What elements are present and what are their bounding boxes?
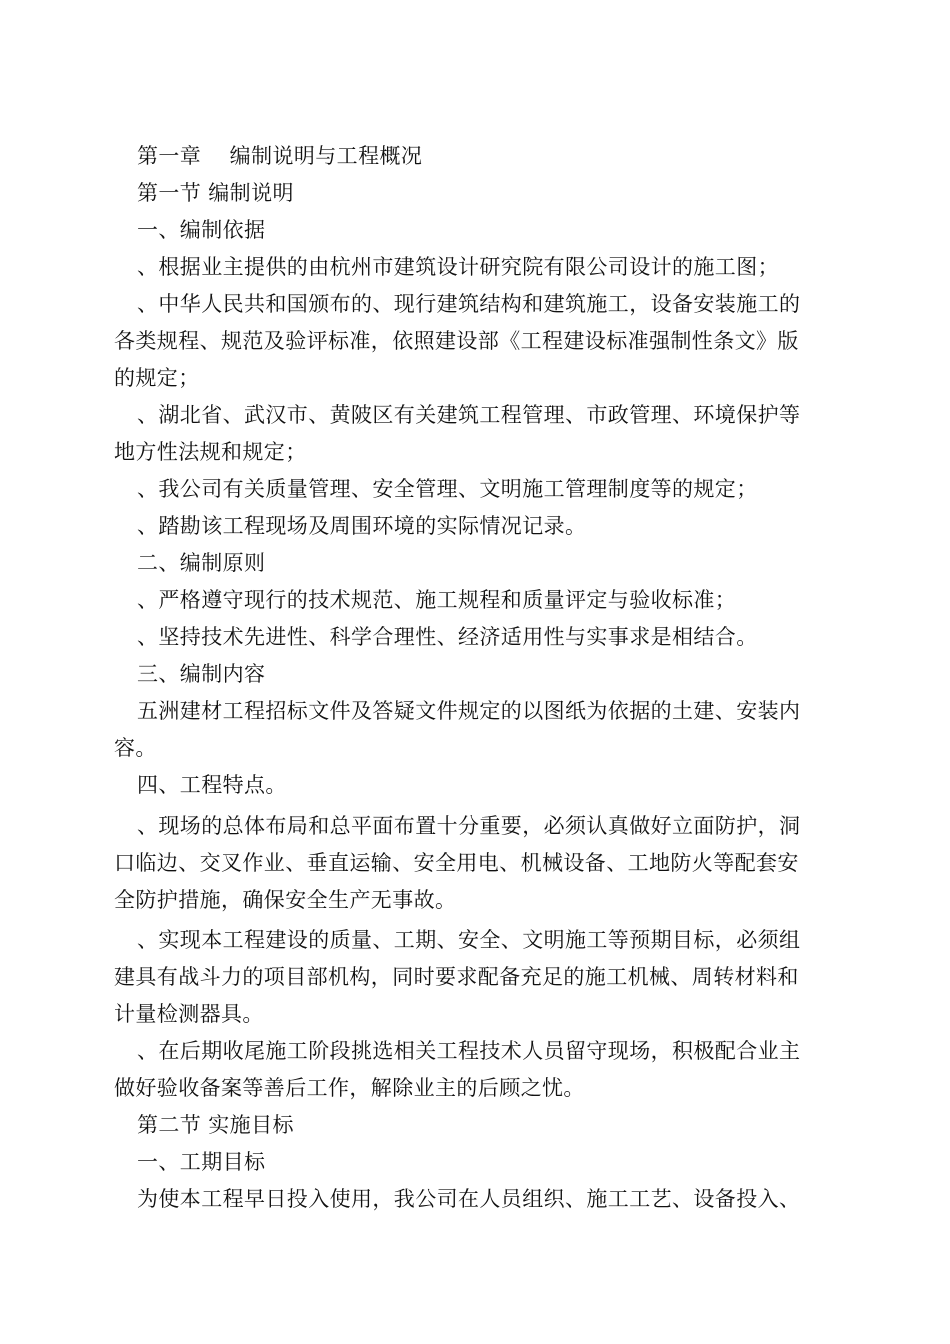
subsection-heading: 四、工程特点。 [137,773,287,797]
subsection-heading: 一、工期目标 [137,1150,266,1174]
subsection-heading: 一、编制依据 [137,218,266,242]
paragraph-line: 的规定； [114,366,200,390]
paragraph-line: 计量检测器具。 [114,1002,264,1026]
paragraph-line: 各类规程、规范及验评标准，依照建设部《工程建设标准强制性条文》版 [114,329,799,353]
paragraph-line: 全防护措施，确保安全生产无事故。 [114,888,457,912]
chapter-heading: 第一章 编制说明与工程概况 [137,144,423,168]
paragraph-line: 、中华人民共和国颁布的、现行建筑结构和建筑施工，设备安装施工的 [137,292,801,316]
paragraph-line: 、湖北省、武汉市、黄陂区有关建筑工程管理、市政管理、环境保护等 [137,403,801,427]
paragraph-line: 、坚持技术先进性、科学合理性、经济适用性与实事求是相结合。 [137,625,758,649]
paragraph-line: 、严格遵守现行的技术规范、施工规程和质量评定与验收标准； [137,588,737,612]
paragraph-line: 、现场的总体布局和总平面布置十分重要，必须认真做好立面防护，洞 [137,814,801,838]
paragraph-line: 地方性法规和规定； [114,440,307,464]
paragraph-line: 容。 [114,736,157,760]
paragraph-line: 、在后期收尾施工阶段挑选相关工程技术人员留守现场，积极配合业主 [137,1039,801,1063]
section-heading: 第二节 实施目标 [137,1113,294,1137]
paragraph-line: 、踏勘该工程现场及周围环境的实际情况记录。 [137,514,587,538]
paragraph-line: 做好验收备案等善后工作，解除业主的后顾之忧。 [114,1076,585,1100]
paragraph-line: 五洲建材工程招标文件及答疑文件规定的以图纸为依据的土建、安装内 [137,699,801,723]
paragraph-line: 为使本工程早日投入使用，我公司在人员组织、施工工艺、设备投入、 [137,1187,801,1211]
paragraph-line: 建具有战斗力的项目部机构，同时要求配备充足的施工机械、周转材料和 [114,965,799,989]
paragraph-line: 口临边、交叉作业、垂直运输、安全用电、机械设备、工地防火等配套安 [114,851,799,875]
paragraph-line: 、根据业主提供的由杭州市建筑设计研究院有限公司设计的施工图； [137,255,779,279]
subsection-heading: 二、编制原则 [137,551,266,575]
paragraph-line: 、我公司有关质量管理、安全管理、文明施工管理制度等的规定； [137,477,758,501]
subsection-heading: 三、编制内容 [137,662,266,686]
section-heading: 第一节 编制说明 [137,181,294,205]
paragraph-line: 、实现本工程建设的质量、工期、安全、文明施工等预期目标，必须组 [137,928,801,952]
